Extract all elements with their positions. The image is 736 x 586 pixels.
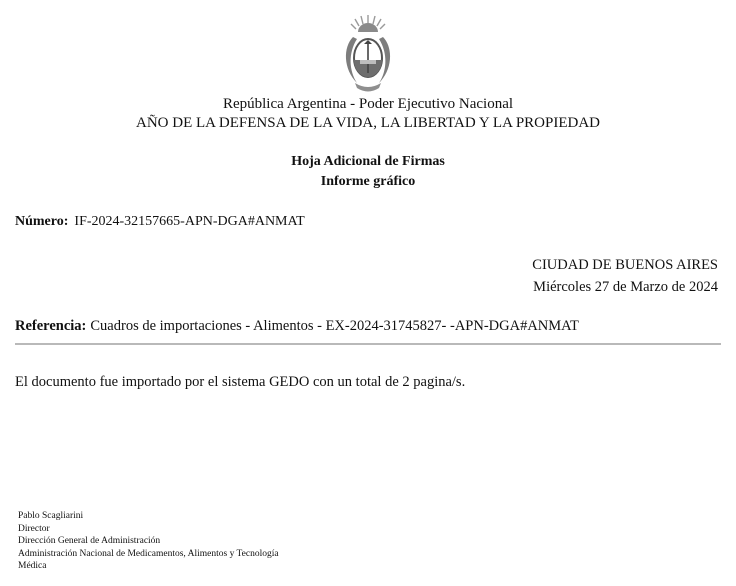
signer-agency-line1: Administración Nacional de Medicamentos, Alimentos y Tecnología [18, 548, 279, 559]
document-subtitle: Informe gráfico [320, 174, 416, 189]
argentina-coat-of-arms-icon [339, 13, 397, 97]
document-number-value: IF-2024-32157665-APN-DGA#ANMAT [74, 214, 305, 229]
section-divider [15, 343, 721, 345]
reference-row [15, 318, 579, 335]
import-notice: El documento fue importado por el sistema GEDO con un total de 2 pagina/s. [15, 374, 466, 390]
signer-agency-line2: Médica [18, 561, 47, 571]
location-city: CIUDAD DE BUENOS AIRES [532, 257, 718, 273]
document-title: Hoja Adicional de Firmas [291, 154, 445, 169]
signer-office: Dirección General de Administración [18, 536, 161, 546]
reference-label: Referencia: [15, 318, 87, 334]
header-year-motto: AÑO DE LA DEFENSA DE LA VIDA, LA LIBERTAD Y LA PROPIEDAD [135, 115, 600, 131]
signer-role: Director [18, 523, 50, 534]
signer-block [18, 510, 279, 573]
header-government-line: República Argentina - Poder Ejecutivo Nacional [222, 96, 514, 112]
document-date: Miércoles 27 de Marzo de 2024 [533, 279, 718, 295]
reference-value: Cuadros de importaciones - Alimentos - EX-2024-31745827- -APN-DGA#ANMAT [90, 318, 579, 334]
document-number-row [15, 214, 305, 230]
document-number-label: Número: [15, 214, 69, 229]
signer-name: Pablo Scagliarini [18, 511, 84, 521]
